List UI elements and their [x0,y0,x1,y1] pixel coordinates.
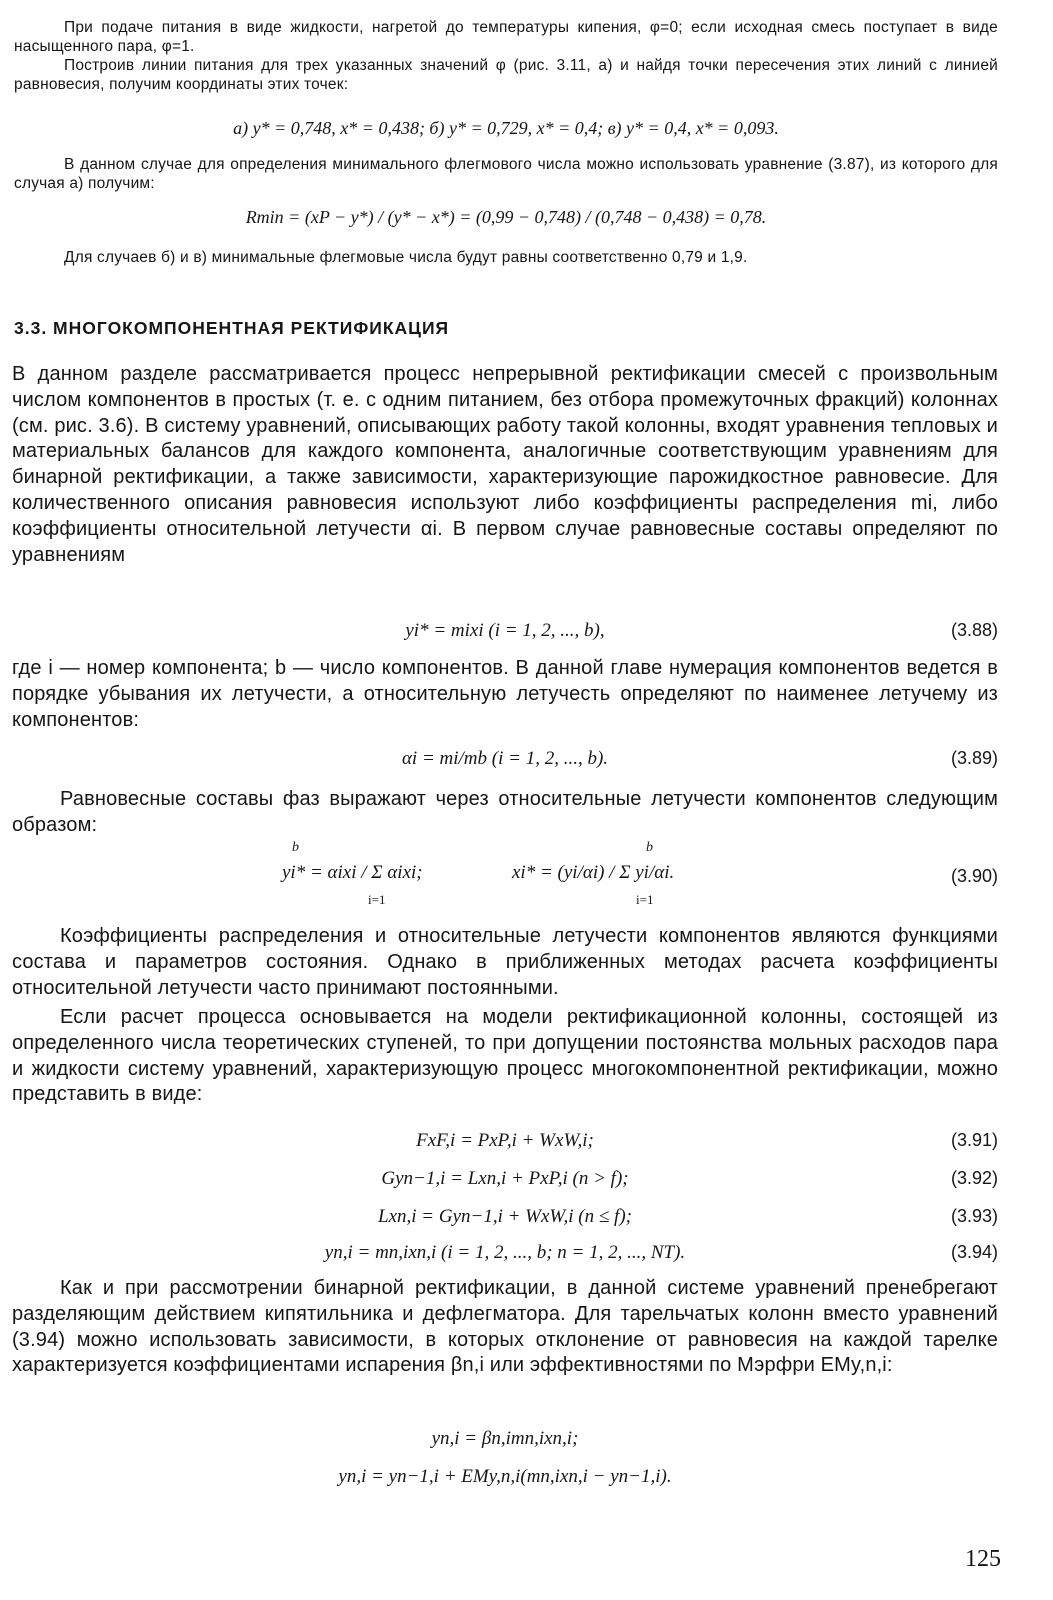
sum1-lower: i=1 [368,892,386,907]
equation-3-88-number: (3.88) [950,620,998,640]
equation-3-89-formula: αi = mi/mb (i = 1, 2, ..., b). [401,748,609,769]
section-paragraph-2: где i — номер компонента; b — число компонентов. В данной главе нумерация компонентов ведется в порядке убывания их летучести, а относительную летучесть определяют по наименее летучему из компонентов: [12,657,998,731]
equation-murphree-formula: yn,i = yn−1,i + EMy,n,i(mn,ixn,i − yn−1,i). [338,1466,672,1487]
equation-3-94 [12,1242,998,1270]
equation-3-92 [12,1168,998,1196]
equation-3-93 [12,1206,998,1234]
equation-3-92-number: (3.92) [950,1168,998,1188]
equation-3-91-formula: FxF,i = PxP,i + WxW,i; [416,1130,594,1151]
sum1-upper: b [292,840,299,855]
equation-3-88-formula: yi* = mixi (i = 1, 2, ..., b), [405,620,605,641]
section-paragraph-3: Равновесные составы фаз выражают через относительные летучести компонентов следующим образом: [12,788,998,836]
equation-3-91 [12,1130,998,1158]
equation-evaporation [12,1428,998,1456]
equation-3-89-number: (3.89) [950,748,998,768]
section-paragraph-3-block [12,787,998,839]
intro-paragraph-2: Построив линии питания для трех указанных значений φ (рис. 3.11, а) и найдя точки пересечения этих линий с линией равновесия, получим координаты этих точек: [14,57,998,93]
sum2-upper: b [646,840,653,855]
intro-paragraph-3-block [14,155,998,193]
intersection-coordinates: а) y* = 0,748, x* = 0,438; б) y* = 0,729, x* = 0,4; в) y* = 0,4, x* = 0,093. [233,118,779,138]
equation-evaporation-formula: yn,i = βn,imn,ixn,i; [431,1428,579,1449]
equation-3-90 [12,836,998,916]
section-paragraph-4-block [12,924,998,1001]
equation-3-92-formula: Gyn−1,i = Lxn,i + PxP,i (n > f); [381,1168,629,1189]
equation-3-90-left: yi* = αixi / Σ αixi; [282,862,423,883]
section-paragraph-4: Коэффициенты распределения и относительные летучести компонентов являются функциями состава и параметров состояния. Однако в приближенных методах расчета коэффициенты относительной летучести часто принимают постоянными. [12,925,998,999]
sum2-lower: i=1 [636,892,654,907]
equation-3-89 [12,748,998,776]
section-paragraph-5-block [12,1005,998,1108]
equation-3-93-number: (3.93) [950,1206,998,1226]
equation-3-91-number: (3.91) [950,1130,998,1150]
section-paragraph-6: Как и при рассмотрении бинарной ректификации, в данной системе уравнений пренебрегают разделяющим действием кипятильника и дефлегматора. Для тарельчатых колонн вместо уравнений (3.94) можно использовать зависимости, в которых отклонение от равновесия на каждой тарелке характеризуется коэффициентами испарения βn,i или эффективностями по Мэрфри EMy,n,i: [12,1277,998,1377]
equation-3-94-number: (3.94) [950,1242,998,1262]
intro-paragraph-4-block [14,248,998,267]
equation-3-93-formula: Lxn,i = Gyn−1,i + WxW,i (n ≤ f); [378,1206,632,1227]
intro-paragraph-1: При подаче питания в виде жидкости, нагретой до температуры кипения, φ=0; если исходная смесь поступает в виде насыщенного пара, φ=1. [14,19,998,55]
section-paragraph-1-block [12,362,998,568]
equation-3-94-formula: yn,i = mn,ixn,i (i = 1, 2, ..., b; n = 1, 2, ..., NT). [324,1242,686,1263]
page-number: 125 [965,1546,1001,1572]
rmin-formula: Rmin = (xP − y*) / (y* − x*) = (0,99 − 0,748) / (0,748 − 0,438) = 0,78. [245,207,767,227]
section-heading: 3.3. МНОГОКОМПОНЕНТНАЯ РЕКТИФИКАЦИЯ [14,318,450,338]
equation-3-90-number: (3.90) [950,866,998,886]
equation-3-88 [12,620,998,648]
equation-murphree [12,1466,998,1494]
section-paragraph-6-block [12,1276,998,1379]
section-paragraph-2-block [12,656,998,733]
section-paragraph-5: Если расчет процесса основывается на модели ректификационной колонны, состоящей из определенного числа теоретических ступеней, то при допущении постоянства мольных расходов пара и жидкости систему уравнений, характеризующую процесс многокомпонентной ректификации, можно представить в виде: [12,1006,998,1106]
intro-paragraph-4: Для случаев б) и в) минимальные флегмовые числа будут равны соответственно 0,79 и 1,9. [64,249,748,266]
section-paragraph-1: В данном разделе рассматривается процесс непрерывной ректификации смесей с произвольным числом компонентов в простых (т. е. с одним питанием, без отбора промежуточных фракций) колоннах (см. рис. 3.6). В систему уравнений, описывающих работу такой колонны, входят уравнения тепловых и материальных балансов для каждого компонента, аналогичные соответствующим уравнениям для бинарной ректификации, а также зависимости, характеризующие парожидкостное равновесие. Для количественного описания равновесия используют либо коэффициенты распределения mi, либо коэффициенты относительной летучести αi. В первом случае равновесные составы определяют по уравнениям [12,363,998,566]
equation-3-90-right: xi* = (yi/αi) / Σ yi/αi. [512,862,675,883]
intro-paragraph-3: В данном случае для определения минимального флегмового числа можно использовать уравнение (3.87), из которого для случая а) получим: [14,156,998,192]
intro-text [14,18,998,94]
